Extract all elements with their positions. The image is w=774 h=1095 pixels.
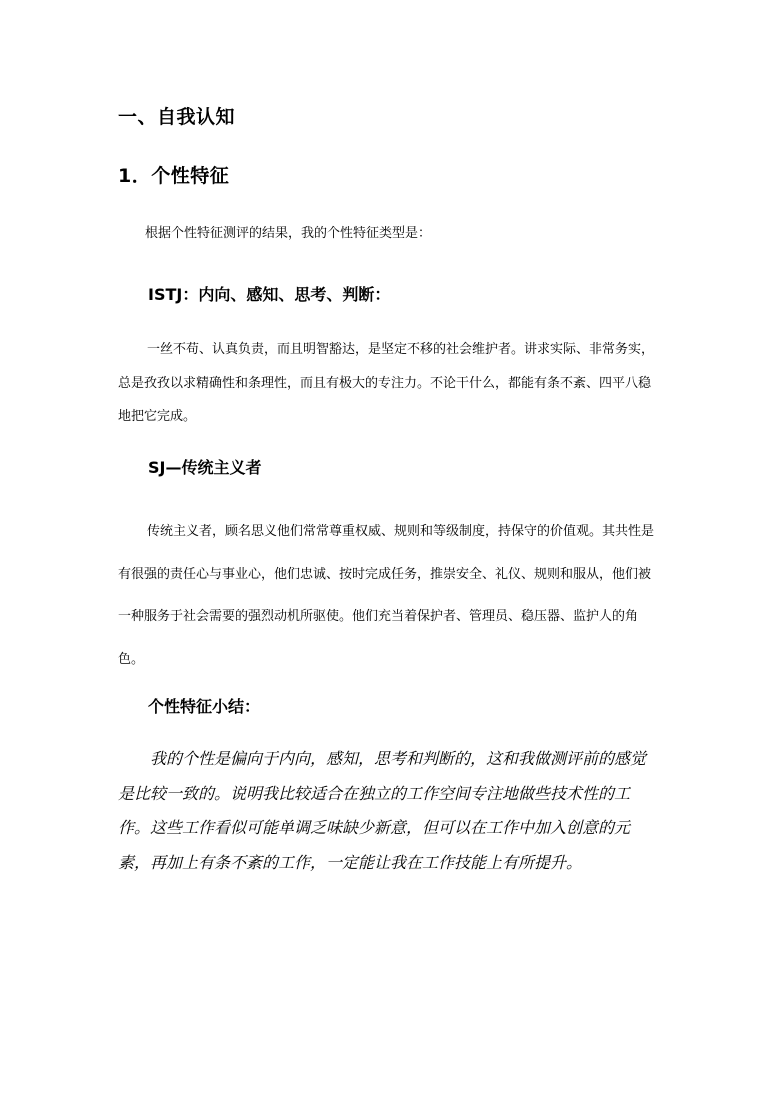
sj-paragraph: 传统主义者，顾名思义他们常常尊重权威、规则和等级制度，持保守的价值观。其共性是有很强的责任心与事业心，他们忠诚、按时完成任务，推崇安全、礼仪、规则和服从，他们被一种服务于社会需要的强烈动机所驱使。他们充当着保护者、管理员、稳压器、监护人的角色。	[118, 524, 655, 667]
intro-paragraph: 根据个性特征测评的结果，我的个性特征类型是：	[145, 226, 432, 241]
summary-heading: 个性特征小结：	[148, 697, 261, 716]
istj-paragraph: 一丝不苟、认真负责，而且明智豁达，是坚定不移的社会维护者。讲求实际、非常务实，总是孜孜以求精确性和条理性，而且有极大的专注力。不论干什么，都能有条不紊、四平八稳地把它完成。	[118, 342, 655, 424]
summary-paragraph: 我的个性是偏向于内向，感知，思考和判断的，这和我做测评前的感觉是比较一致的。说明我比较适合在独立的工作空间专注地做些技术性的工作。这些工作看似可能单调乏味缺少新意，但可以在工作中加入创意的元素，再加上有条不紊的工作，一定能让我在工作技能上有所提升。	[118, 749, 647, 872]
sj-heading: SJ—传统主义者	[148, 458, 262, 477]
subsection-heading-personality: 1．个性特征	[118, 165, 230, 187]
istj-heading: ISTJ：内向、感知、思考、判断：	[148, 285, 391, 304]
section-heading-self-awareness: 一、自我认知	[118, 106, 236, 128]
